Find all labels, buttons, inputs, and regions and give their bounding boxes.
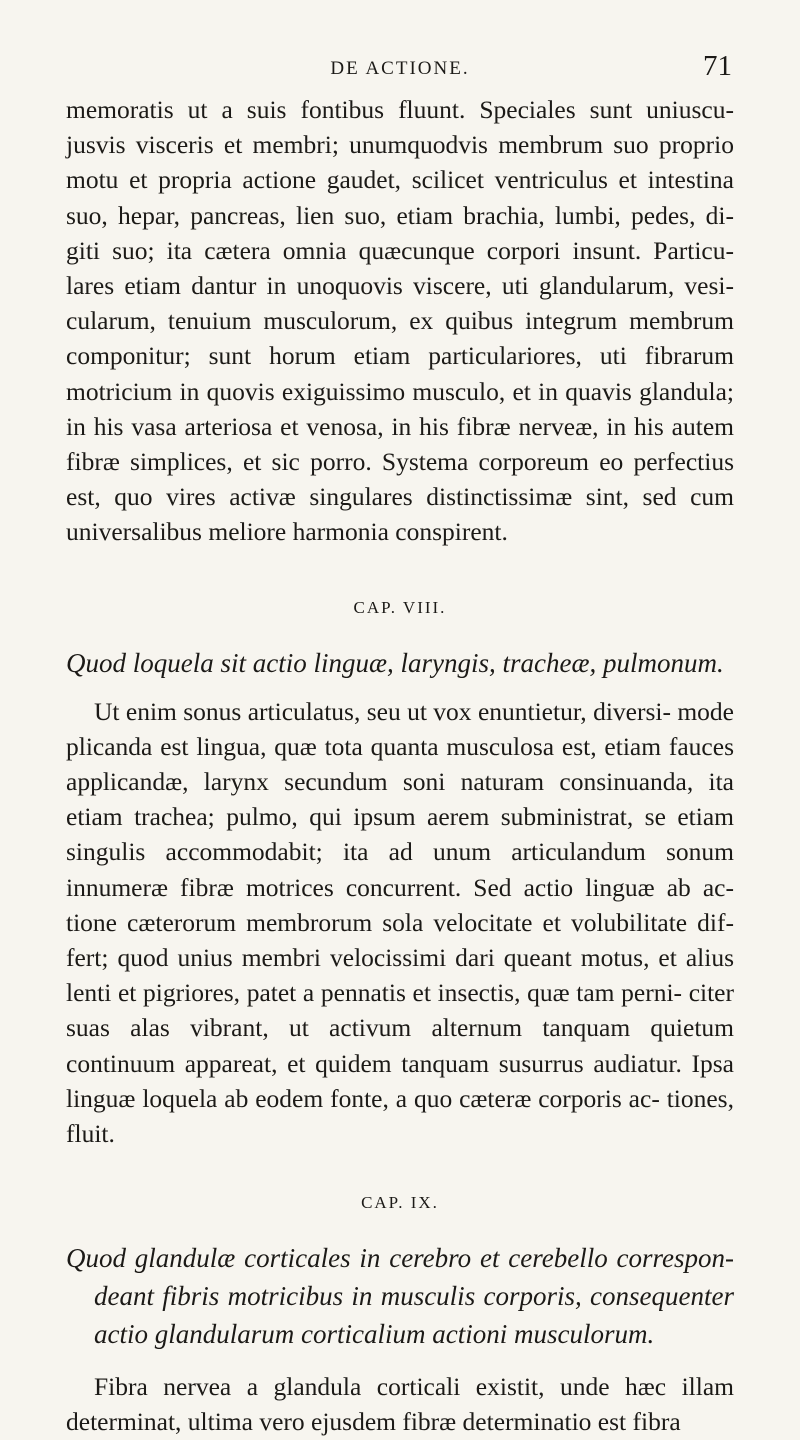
book-page	[66, 50, 734, 1437]
chapter-label-ix: CAP. IX.	[361, 1193, 439, 1213]
chapter-title-viii: Quod loquela sit actio linguæ, laryngis, tracheæ, pulmonum.	[66, 647, 724, 678]
paragraph-continued: memoratis ut a suis fontibus fluunt. Speciales sunt uniuscu- jusvis visceris et membri; unumquodvis membrum suo proprio motu et propria actione gaudet, scilicet ventriculus et intestina suo, hepar, pancreas, lien suo, etiam brachia, lumbi, pedes, di- giti suo; ita cætera omnia quæcunque corpori insunt. Particu- lares etiam dantur in unoquovis viscere, uti glandularum, vesi- cularum, tenuium musculorum, ex quibus integrum membrum componitur; sunt horum etiam particulariores, uti fibrarum motricium in quovis exiguissimo musculo, et in quavis glandula; in his vasa arteriosa et venosa, in his fibræ nerveæ, in his autem fibræ simplices, et sic porro. Systema corporeum eo perfectius est, quo vires activæ singulares distinctissimæ sint, sed cum universalibus meliore harmonia conspirent.	[66, 95, 734, 547]
paragraph-chapter-ix: Fibra nervea a glandula corticali existit, unde hæc illam determinat, ultima vero ejusdem fibræ determinatio est fibra	[66, 1372, 734, 1437]
running-head	[66, 50, 734, 92]
paragraph-chapter-viii: Ut enim sonus articulatus, seu ut vox enuntietur, diversi- mode plicanda est lingua, quæ tota quanta musculosa est, etiam fauces applicandæ, larynx secundum soni naturam consinuanda, ita etiam trachea; pulmo, qui ipsum aerem subministrat, se etiam singulis accommodabit; ita ad unum articulandum sonum innumeræ fibræ motrices concurrent. Sed actio linguæ ab ac- tione cæterorum membrorum sola velocitate et volubilitate dif- fert; quod unius membri velocissimi dari queant motus, et alius lenti et pigriores, patet a pennatis et insectis, quæ tam perni- citer suas alas vibrant, ut activum alternum tanquam quietum continuum appareat, et quidem tanquam susurrus audiatur. Ipsa linguæ loquela ab eodem fonte, a quo cæteræ corporis ac- tiones, fluit.	[66, 696, 734, 1149]
chapter-label-viii: CAP. VIII.	[353, 597, 447, 617]
running-title: DE ACTIONE.	[330, 58, 470, 79]
chapter-title-ix: Quod glandulæ corticales in cerebro et cerebello correspon- deant fibris motricibus in musculis corporis, consequenter actio glandularum corticalium actioni musculorum.	[66, 1243, 734, 1350]
page-number: 71	[703, 50, 732, 82]
